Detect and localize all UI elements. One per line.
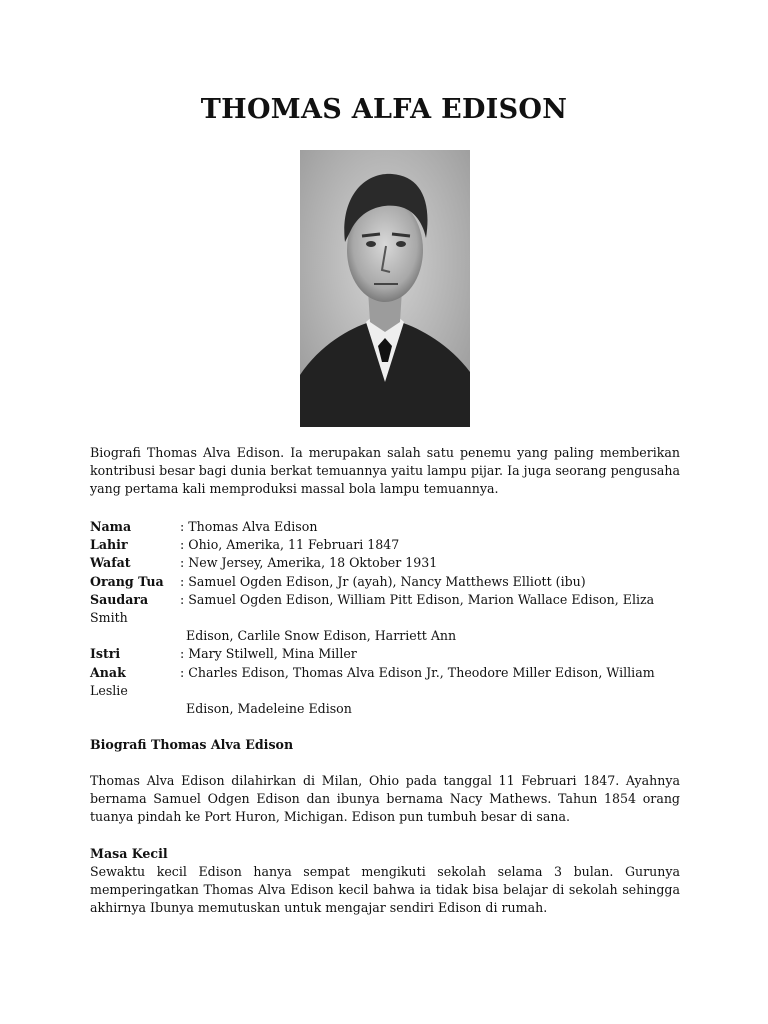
bio-value-wrap: Leslie (90, 682, 128, 698)
section-paragraph-biografi: Thomas Alva Edison dilahirkan di Milan, Ohio pada tanggal 11 Februari 1847. Ayahnya bernama Samuel Odgen Edison dan ibunya bernama Nacy Mathews. Tahun 1854 orang tuanya pindah ke Port Huron, Michigan. Edison pun tumbuh besar di sana. (90, 773, 680, 825)
bio-label: Saudara (90, 591, 149, 607)
bio-label: Lahir (90, 537, 128, 553)
section-heading-biografi: Biografi Thomas Alva Edison (90, 737, 294, 752)
portrait-image (300, 150, 470, 427)
bio-row-lahir (90, 536, 690, 554)
bio-value: : Samuel Ogden Edison, Jr (ayah), Nancy Matthews Elliott (ibu) (180, 573, 586, 589)
bio-row-istri (90, 645, 690, 663)
bio-value: : Mary Stilwell, Mina Miller (180, 646, 357, 662)
bio-row-saudara (90, 591, 690, 646)
page-title: THOMAS ALFA EDISON (200, 94, 568, 125)
bio-value: : Thomas Alva Edison (180, 519, 318, 534)
bio-table (90, 518, 690, 718)
bio-value-continued: Edison, Carlile Snow Edison, Harriett Ann (186, 628, 457, 644)
bio-value-continued: Edison, Madeleine Edison (186, 701, 352, 717)
bio-label: Anak (90, 664, 126, 680)
bio-label: Wafat (90, 555, 131, 571)
bio-value: : Ohio, Amerika, 11 Februari 1847 (180, 537, 400, 553)
bio-row-anak (90, 664, 690, 719)
bio-value: : Samuel Ogden Edison, William Pitt Edison, Marion Wallace Edison, Eliza (180, 591, 655, 607)
bio-label: Istri (90, 646, 121, 662)
bio-row-nama (90, 518, 690, 536)
section-heading-masa-kecil: Masa Kecil (90, 846, 168, 861)
bio-value-wrap: Smith (90, 610, 128, 626)
bio-label: Nama (90, 519, 132, 534)
intro-paragraph: Biografi Thomas Alva Edison. Ia merupakan salah satu penemu yang paling memberikan kontribusi besar bagi dunia berkat temuannya yaitu lampu pijar. Ia juga seorang pengusaha yang pertama kali memproduksi massal bola lampu temuannya. (90, 445, 680, 497)
bio-value: : New Jersey, Amerika, 18 Oktober 1931 (180, 555, 438, 571)
bio-row-wafat (90, 554, 690, 572)
bio-value: : Charles Edison, Thomas Alva Edison Jr., Theodore Miller Edison, William (180, 664, 655, 680)
section-paragraph-masa-kecil: Sewaktu kecil Edison hanya sempat mengikuti sekolah selama 3 bulan. Gurunya memperingatkan Thomas Alva Edison kecil bahwa ia tidak bisa belajar di sekolah sehingga akhirnya Ibunya memutuskan untuk mengajar sendiri Edison di rumah. (90, 864, 680, 916)
bio-label: Orang Tua (90, 573, 164, 589)
portrait-photo (300, 150, 470, 427)
bio-row-orang-tua (90, 573, 690, 591)
